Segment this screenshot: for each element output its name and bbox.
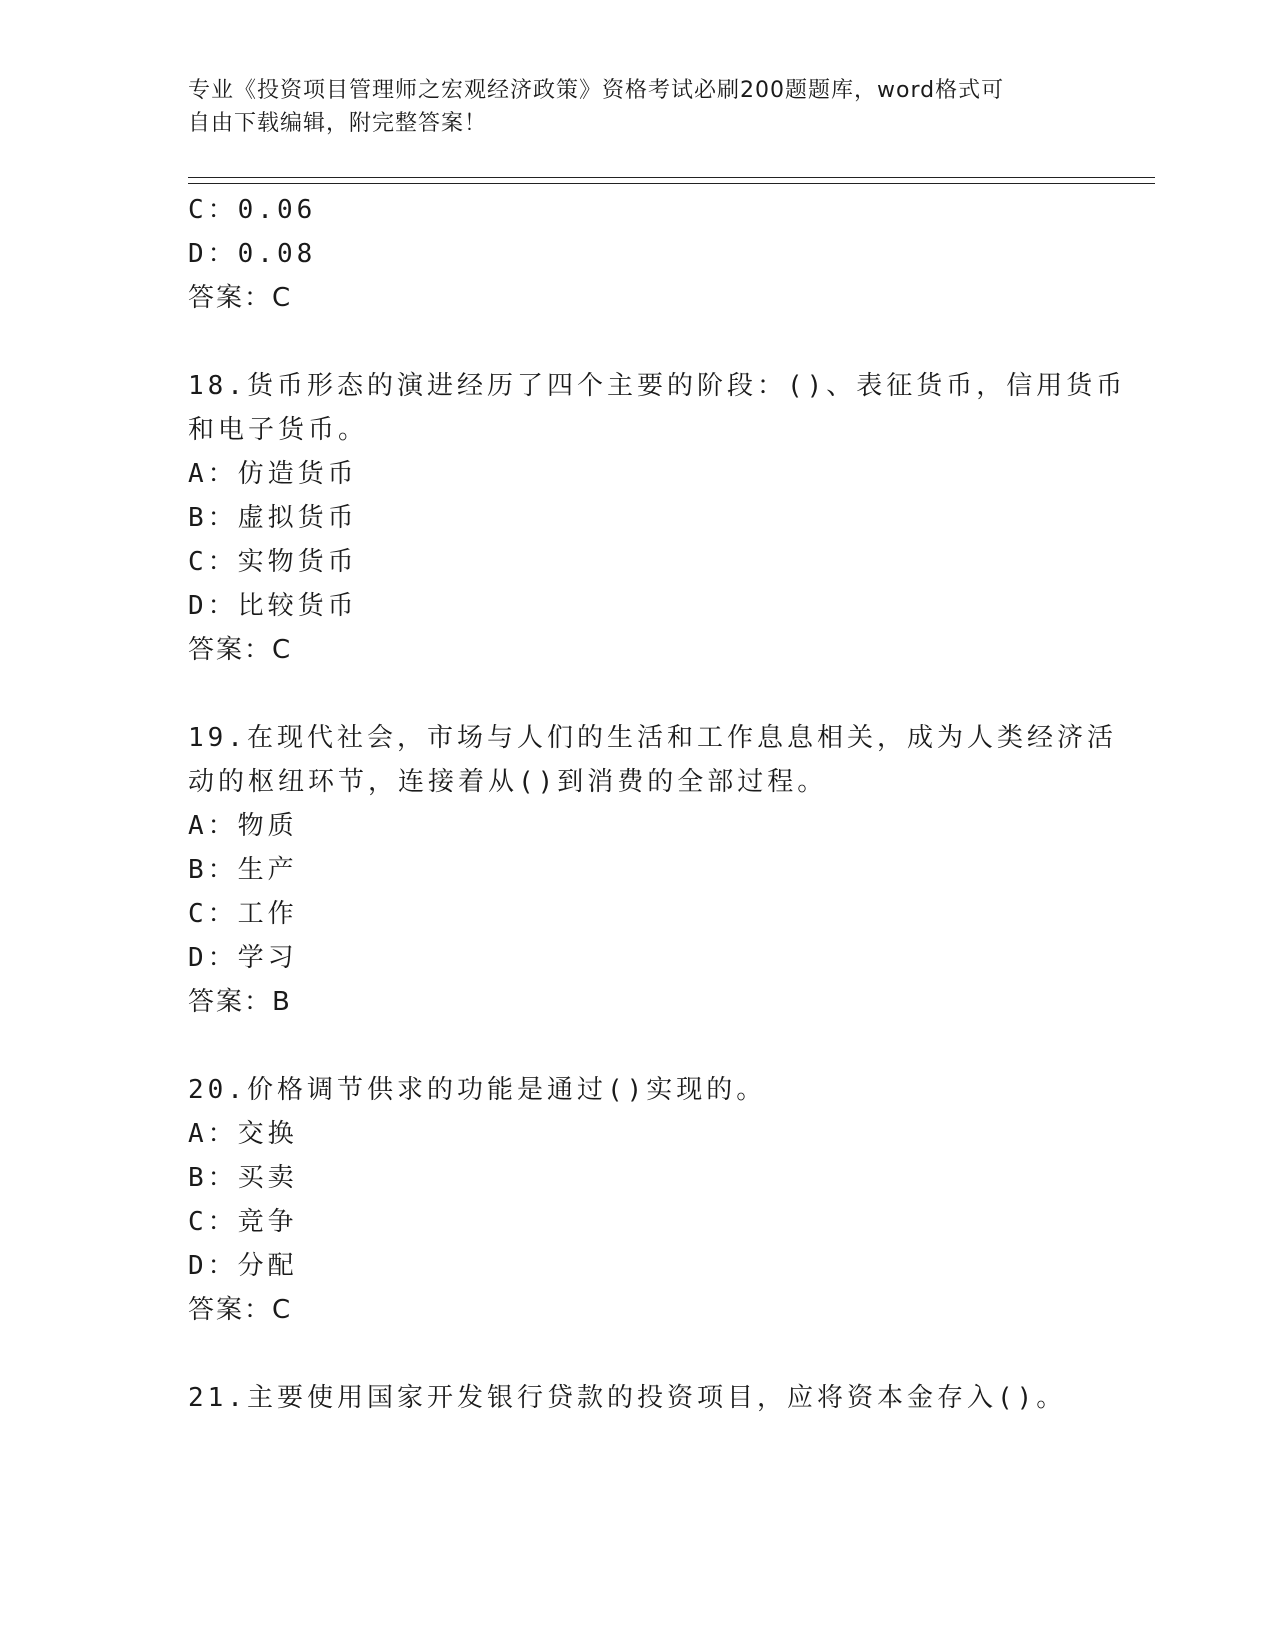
q20-option-a: A：交换 xyxy=(188,1119,298,1149)
q19-answer: 答案：B xyxy=(188,987,292,1017)
q19-option-b: B：生产 xyxy=(188,855,298,885)
q18-answer: 答案：C xyxy=(188,635,293,665)
q17-option-c: C：0.06 xyxy=(188,195,317,225)
q18-option-c: C：实物货币 xyxy=(188,547,358,577)
q18-stem-line-1: 18.货币形态的演进经历了四个主要的阶段：()、表征货币，信用货币 xyxy=(188,371,1127,401)
q20-option-d: D：分配 xyxy=(188,1251,298,1281)
q20-option-c: C：竞争 xyxy=(188,1207,298,1237)
q21-stem-line-1: 21.主要使用国家开发银行贷款的投资项目，应将资本金存入()。 xyxy=(188,1383,1067,1413)
header-line-1: 专业《投资项目管理师之宏观经济政策》资格考试必刷200题题库，word格式可 xyxy=(188,78,1005,103)
header-line-2: 自由下载编辑，附完整答案！ xyxy=(188,111,488,136)
header-rule-bottom xyxy=(188,183,1155,184)
q19-stem-line-1: 19.在现代社会，市场与人们的生活和工作息息相关，成为人类经济活 xyxy=(188,723,1117,753)
q18-option-a: A：仿造货币 xyxy=(188,459,358,489)
q20-answer: 答案：C xyxy=(188,1295,293,1325)
q18-stem-line-2: 和电子货币。 xyxy=(188,415,369,445)
q19-option-c: C：工作 xyxy=(188,899,298,929)
q17-option-d: D：0.08 xyxy=(188,239,317,269)
q19-option-d: D：学习 xyxy=(188,943,298,973)
header-rule-top xyxy=(188,177,1155,178)
document-header xyxy=(188,74,1068,140)
q19-option-a: A：物质 xyxy=(188,811,298,841)
q18-option-b: B：虚拟货币 xyxy=(188,503,358,533)
q19-stem-line-2: 动的枢纽环节，连接着从()到消费的全部过程。 xyxy=(188,767,828,797)
q20-stem-line-1: 20.价格调节供求的功能是通过()实现的。 xyxy=(188,1075,767,1105)
q17-answer: 答案：C xyxy=(188,283,293,313)
q18-option-d: D：比较货币 xyxy=(188,591,358,621)
q20-option-b: B：买卖 xyxy=(188,1163,298,1193)
